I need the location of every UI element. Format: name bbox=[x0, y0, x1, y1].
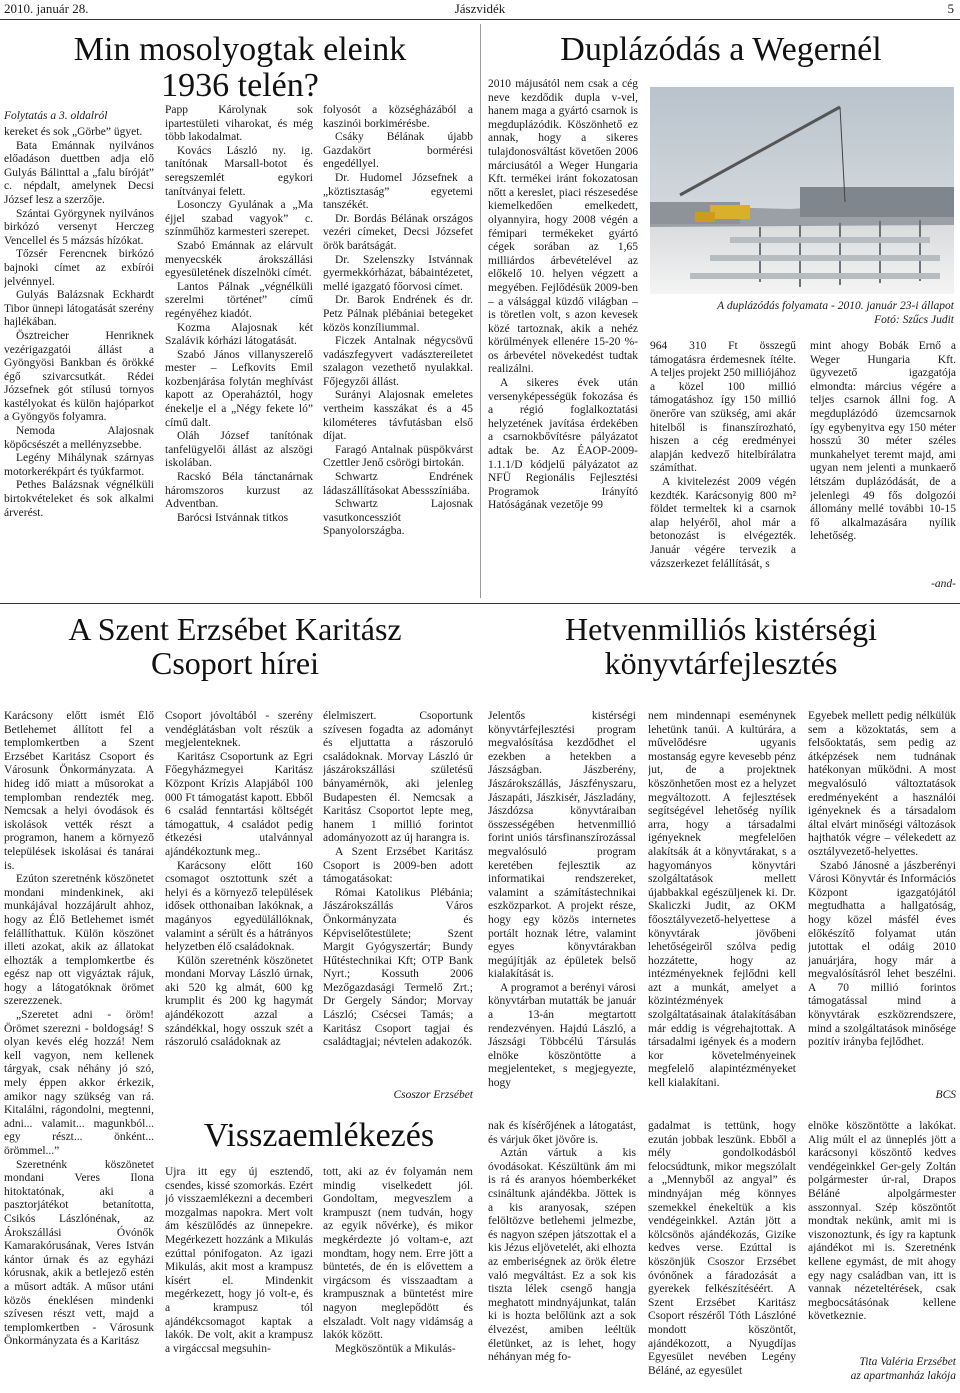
article5-column-3 bbox=[488, 1120, 636, 1388]
paragraph: elnöke köszöntötte a lakókat. Alig múlt el az ünneplés jött a karácsonyi köszöntő kedves vendégeinkkel Ger-gely Zoltán polgármester úr-ral, Drapos Béláné alpolgármester asszonnyal. Szép köszöntőt mondtak nekünk, amit mi is viszonoztunk, és így ra kaptunk ajándékot mi is. Szeretnénk kellene egymást, de mit ahogy egy nagy családban van, itt is vannak nézeteltérések, csak megbocsátásónak kellene következnie. bbox=[808, 1120, 956, 1323]
paragraph: Schwartz Lajosnak vasutkoncessziót Spanyolországba. bbox=[323, 498, 473, 538]
paragraph: 964 310 Ft összegű támogatásra érdemesnek ítélte. A teljes projekt 250 milliójához a közel 100 millió támogatáshoz így 150 millió önerőre van szükség, ami akár hitelből is finanszírozható, hiszen a cég eredményei alapján kedvező hitelbírálatra számíthat. bbox=[650, 340, 796, 475]
article5-column-5 bbox=[808, 1120, 956, 1356]
paragraph: 2010 májusától nem csak a cég neve kezdődik dupla v-vel, hanem maga a gyártó csarnok is megduplázódik. Köszönhető ez annak, hogy a sikeres tulajdonosváltást követően 2006 márciusától a Weger Hungaria Kft. termékei iránt fokozatosan nőtt a kereslet, piaci részesedése kiemelkedően emelkedett, olyannyira, hogy 2008 végén a fémipari termékeket gyártó cégek sorában az 1,65 milliárdos árbevételével az előkelő 10. helyen végzett a megyében. Fejlődésük 2009-ben – a válsággal küzdő világban – is töretlen volt, s azon kevesek közé tartoznak, akik a nehéz körülmények ellenére 15-20 %-os árbevétel növekedést tudtak realizálni. bbox=[488, 78, 638, 376]
article5-column-2 bbox=[323, 1166, 473, 1388]
paragraph: Kovács László ny. ig. tanítónak Marsall-botot és seregszemlét egykori tanítványai felett. bbox=[165, 144, 313, 198]
paragraph: Lantos Pálnak „végnélküli szerelmi történet” című regényéhez kiadót. bbox=[165, 280, 313, 320]
paragraph: Nemoda Alajosnak köpőcsészét a mellényzsebbe. bbox=[4, 425, 154, 451]
article1-column-3 bbox=[323, 104, 473, 598]
paragraph: Szeretnénk köszönetet mondani Veres Ilona hitoktatónak, aki a pasztorjátékot betanította, Csikós Lászlónénak, az Árokszállási Óvónők Kamarakórusának, Veres István kántor úrnak és az egyházi kórusnak, akik a betlejező estén a műsort adták. A műsor utáni közös éneklésen mindenki szívesen részt vett, majd a templomkertben - Városunk Önkormányzata és a Karitász bbox=[4, 1158, 154, 1348]
paragraph: Faragó Antalnak püspökvárst Czettler Jenő csörögi birtokán. bbox=[323, 443, 473, 470]
article4-signature: BCS bbox=[935, 1089, 956, 1101]
paragraph: Szabó Emánnak az elárvult menyecskék árokszállási egyesületének díszelnöki címét. bbox=[165, 239, 313, 280]
paragraph: Külön szeretnénk köszönetet mondani Morvay László úrnak, aki 520 kg almát, 600 kg krumplit és 200 kg hagymát ajándékozott azzal a szándékkal, hogy osszuk szét a rászoruló családoknak az bbox=[165, 954, 313, 1049]
article1-title-line1: Min mosolyogtak eleink bbox=[73, 31, 407, 68]
paragraph: Római Katolikus Plébánia; Jászárokszállás Város Önkormányzata és Képviselőtestülete; Szent Margit Gyógyszertár; Bundy Hűtéstechnikai Kft; OTP Bank Nyrt.; Kossuth 2006 Mezőgazdasági Termelő Zrt.; Dr Gergely Sándor; Morvay László; Csécsei Tamás; a Karitász Csoport tagjai és családtagjai; névtelen adakozók. bbox=[323, 886, 473, 1049]
paragraph: A programot a berényi városi könyvtárban mutatták be január a 13-án megtartott rendezvényen. Hajdú László, a Jászsági Többcélú Társulás elnöke köszöntötte a megjelenteket, s megjegyezte, hogy bbox=[488, 981, 636, 1090]
paragraph: Ficzek Antalnak négycsövű vadászfegyvert vadásztereiletet szalagon vezethető nyulakkal. Főjegyzői állást. bbox=[323, 335, 473, 388]
article3-title-line2: Csoport hírei bbox=[151, 645, 319, 682]
paragraph: Csoport jóvoltából - szerény vendéglátásban volt részük a megjelenteknek. bbox=[165, 710, 313, 750]
photo-credit: Fotó: Szűcs Judit bbox=[874, 314, 954, 326]
article3-title-line1: A Szent Erzsébet Karitász bbox=[68, 611, 402, 647]
article4-column-2 bbox=[648, 710, 796, 1108]
paragraph: Barócsi Istvánnak titkos bbox=[177, 511, 289, 524]
article1-headline bbox=[40, 32, 440, 105]
paragraph: mint ahogy Bobák Ernő a Weger Hungaria Kft. ügyvezető igazgatója elmondta: március végére a teljes csarnok állni fog. A megduplázódó üzemcsarnok így egybenyitva egy 150 méter hosszú 30 méter széles munkahelyet teremt majd, ami ugyan nem jelenti a munkaerő létszám duplázódását, de a jelenlegi 49 fős dolgozói állomány mellé további 10-15 fő alkalmazására nyílik lehetőség. bbox=[810, 340, 956, 543]
paragraph: Bata Emánnak nyilvános előadáson duettben adja elő Gulyás Bálinttal a „falu bíróját” c. népdalt, amelynek Decsi József lesz a szerzője. bbox=[4, 139, 154, 206]
article1-kicker: Folytatás a 3. oldalról bbox=[4, 110, 108, 122]
paragraph: Egyebek mellett pedig nélkülük sem a közoktatás, sem a felsőoktatás, sem pedig az átképzések nem tudnának hatékonyan működni. A most megvalósuló változtatások eredményeként a használói igényeknek és a társadalom által elvárt minőségi változások hajthatók végre – vélekedett az osztályvezető-helyettes. bbox=[808, 710, 956, 858]
paragraph: Aztán vártuk a kis óvodásokat. Készültünk ám mi is rá és aranyos hóemberkéket csináltunk ajándékba. Jöttek is a kis aranyosak, szépen felöltözve betlehemi jelmezbe, és nagyon szépen játszottak el a kis Jézus eljövetelét, aki elhozta az emberiségnek az örök életre való megváltást. Ez a sok kis tiszta lélek csengő hangja meghatott mindnyájunkat, talán ki is hozta belőlünk azt a sok élvezést, amiben leéltük életünket, az is lehet, hogy néhányan még fo- bbox=[488, 1147, 636, 1364]
article3-headline bbox=[20, 612, 450, 680]
article3-column-3 bbox=[323, 710, 473, 1090]
paragraph: „Szeretet adni - öröm! Örömet szerezni - boldogság! S olyan kevés elég hozzá! Nem kell vagyon, nem kellenek tárgyak, csak néhány jó szó, mely éppen akkor érkezik, amikor nagy szükség van rá. Kitalálni, rágondolni, megtenni, adni... valamit... magunkból... egy részt... önként... örömmel...” bbox=[4, 1009, 154, 1157]
paragraph: Karácsony előtt 160 csomagot osztottunk szét a helyi és a környező települések idősek otthonaiban lakóknak, a magányos egyedülállóknak, valamint a sérült és a hátrányos helyzetben élő családoknak. bbox=[165, 859, 313, 954]
paragraph: Szabó János villanyszerelő mester – Lefkovits Emil kozbenjárása folytán meghívást kapott az Operaháztól, hogy énekelje el a „Négy fekete ló” című dalt. bbox=[165, 348, 313, 429]
photo-caption-text: A duplázódás folyamata - 2010. január 23-i állapot bbox=[717, 300, 954, 312]
paragraph: nak és kísérőjének a látogatást, és várjuk őket jövőre is. bbox=[488, 1120, 636, 1146]
article4-column-3 bbox=[808, 710, 956, 1092]
paragraph: Újra itt egy új esztendő, csendes, kissé szomorkás. Ezért jó visszaemlékezni a decemberi mozgalmas napokra. Mert volt ám készülődés az ünnepekre. Megérkezett hozzánk a Mikulás ezúttal pónifogaton. Az igazi Mikulás, akit most a krampusz kísért el. Mindenkit megérkezett, hogy jó volt-e, és a krampusz tól ajándékcsomagot kaptak a lakók. De volt, akit a krampusz a virgáccsal megsuhin- bbox=[165, 1166, 313, 1355]
paragraph: Ösztreicher Henriknek vezérigazgatói állást a Gyöngyösi Bankban és örökké égő szivarcsutkát. Rédei Józsefnek gót stílusú tornyos kastélyokat és külön hajóparkot a Gyöngyös folyamra. bbox=[4, 329, 154, 424]
paragraph: Schwartz Endrének ládaszállításokat Abessszíniába. bbox=[323, 471, 473, 497]
article2-signature: -and- bbox=[931, 578, 956, 590]
article1-column-1 bbox=[4, 126, 154, 598]
paragraph: élelmiszert. Csoportunk szívesen fogadta az adományt és eljuttatta a rászoruló családoknak. Morvay László úr jászárokszállási születésű bányamérnök, aki jelenleg Budapesten él. Nemcsak a Karitász Csoportot lepte meg, hanem 1 millió forintot adományozott az új harangra is. bbox=[323, 710, 473, 845]
paragraph: folyosót a községházából a kaszinói borkimérésbe. bbox=[323, 104, 473, 130]
paragraph: Surányi Alajosnak emeletes vertheim kasszákat és a 45 kilométeres távfutásban első díjat. bbox=[323, 389, 473, 443]
paragraph: Oláh József tanítónak tanfelügyelői állást az alszögi iskolában. bbox=[165, 430, 313, 470]
construction-photo-image bbox=[650, 87, 954, 294]
article1-column-2 bbox=[165, 104, 313, 598]
paragraph: Ezúton szeretnénk köszönetet mondani mindenkinek, aki munkájával hozzájárult ahhoz, hogy az Élő Betlehemet ismét felállíthattuk. Külön köszönet illeti azokat, akik az állatokat elhozták a templomkertbe és egész nap ott vigyáztak rájuk, hogy a látogatóknak örömet szerezzenek. bbox=[4, 873, 154, 1008]
article3-column-1 bbox=[4, 710, 154, 1390]
article5-signature: Tita Valéria Erzsébet az apartmanház lakója bbox=[850, 1356, 956, 1382]
paragraph: Papp Károlynak sok ipartestületi viharokat, és még több lakodalmat. bbox=[165, 104, 313, 144]
article2-column-3 bbox=[810, 340, 956, 580]
paragraph: Tőzsér Ferencnek birkózó bajnoki címet az exbírói jelvénnyel. bbox=[4, 248, 154, 288]
paragraph: Gulyás Balázsnak Eckhardt Tibor ünnepi látogatását szerény hajlékában. bbox=[4, 289, 154, 329]
paragraph: Dr. Hudomel Józsefnek a „köztisztaság” egyetemi tanszékét. bbox=[323, 171, 473, 212]
paper-name: Jászvidék bbox=[454, 1, 506, 16]
paragraph: Megköszöntük a Mikulás- bbox=[335, 1342, 456, 1355]
paragraph: Szabó Jánosné a jászberényi Városi Könyvtár és Információs Központ igazgatójától megtudhatta a hallgatóság, hogy közel másfél éves előkészítő folyamat után jutottak el odáig 2010 januárjára, hogy már a megvalósításról lehet beszélni. A 70 millió forintos támogatással mind a könyvtárak eszközrendszere, mind a szolgáltatások minősége pozitív irányba fejlődhet. bbox=[808, 859, 956, 1049]
header-rule bbox=[0, 19, 960, 20]
paragraph: Karitász Csoportunk az Egri Főegyházmegyei Karitász Központ Krízis Alapjából 100 000 Ft támogatást kapott. Ebből 6 család fenntartási költségét támogattuk, 4 családot pedig étkezési utalvánnyal ajándékoztunk meg.. bbox=[165, 750, 313, 858]
article5-headline: Visszaemlékezés bbox=[203, 1117, 435, 1154]
paragraph: Legény Mihálynak szárnyas motorkerékpárt és tyúkfarmot. bbox=[4, 452, 154, 478]
article2-headline: Duplázódás a Wegernél bbox=[560, 31, 882, 68]
paragraph: A kivitelezést 2009 végén kezdték. Karácsonyig 800 m² földet termeltek ki a csarnok alap helyéről, ahol már a betonozást is elvégezték. Január végére tervezik a vázszerkezet felállítását, s bbox=[650, 475, 796, 570]
article3-column-2 bbox=[165, 710, 313, 1106]
paragraph: A sikeres évek után versenyképességük fokozása és a régió foglalkoztatási helyzetének javítása érdekében a csarnokbővítésre pályázatot adtak be. Az ÉAOP-2009-1.1.1/D kódjelű pályázatot az NFÜ Regionális Fejlesztési Programok Irányító Hatóságának vezetője 99 bbox=[488, 377, 638, 512]
paragraph: Pethes Balázsnak végnélküli birtokvételeket és sok alkalmi árverést. bbox=[4, 479, 154, 519]
paragraph: Dr. Szelenszky Istvánnak gyermekkórházat, bábaintézetet, mellé igazgató főorvosi címet. bbox=[323, 253, 473, 293]
column-divider-top bbox=[480, 24, 481, 598]
paragraph: A Szent Erzsébet Karitász Csoport is 2009-ben adott támogatásokat: bbox=[323, 845, 473, 886]
paragraph: kereket és sok „Görbe” ügyet. bbox=[4, 126, 143, 138]
page-number: 5 bbox=[947, 1, 954, 16]
construction-photo bbox=[650, 87, 954, 294]
issue-date: 2010. január 28. bbox=[4, 1, 89, 16]
paragraph: Szántai Györgynek nyilvános birkózó versenyt Herczeg Vencellel és 5 mázsás hízókat. bbox=[4, 207, 154, 247]
article3-signature: Csoszor Erzsébet bbox=[393, 1089, 473, 1101]
article5-column-4 bbox=[648, 1120, 796, 1388]
article2-column-2 bbox=[650, 340, 796, 590]
paragraph: Dr. Bordás Bélának országos vezéri címeket, Decsi Józsefet örök barátságát. bbox=[323, 212, 473, 252]
paragraph: Jelentős kistérségi könyvtárfejlesztési program megvalósítása kezdődhet el ezekben a hetekben a Jászságban. Jászberény, Jászárokszállás, Jászfényszaru, Jászapáti, Jászkisér, Jászladány, Jászdózsa könyvtáraiban összességében hetvenmillió forint uniós társfinanszírozással megvalósuló program keretében fejlesztik az informatikai rendszereket, valamint a számítástechnikai eszközparkot. A projekt része, hogy egy közös internetes portált hoznak létre, valamint egyes könyvtárakban megújítják az épületek belső kialakítását is. bbox=[488, 710, 636, 981]
article2-column-1 bbox=[488, 78, 638, 598]
paragraph: nem mindennapi eseménynek lehetünk tanúi. A kultúrára, a művelődésre ugyanis mostanság egyre kevesebb pénz jut, de a projektnek köszönhetően most ez a helyzet megváltozott. A fejlesztések segítségével lehetőség nyílik arra, hogy a társadalmi igényeknek megfelelően alakítsák át a könyvtárakat, s a hagyományos könyvtári szolgáltatások mellett újabbakkal egészüljenek ki. Dr. Skaliczki Judit, az OKM főosztályvezető-helyettese a könyvtárak jövőbeni lehetőségeiről szólva pedig hozzátette, hogy az intézményeknek fejlődni kell azt a munkát, amelyet a közintézmények szolgáltatásainak átalakításában már eddig is végrehajtottak. A társadalmi igények és a modern kor követelményeinek megfelelő alapintézményeket kell kialakítani. bbox=[648, 710, 796, 1090]
article4-title-line2: könyvtárfejlesztés bbox=[604, 645, 838, 682]
article4-column-1 bbox=[488, 710, 636, 1108]
article4-title-line1: Hetvenmilliós kistérségi bbox=[565, 611, 877, 647]
section-rule bbox=[0, 603, 960, 604]
article5-column-1 bbox=[165, 1166, 313, 1388]
paragraph: tott, aki az év folyamán nem mindig viselkedett jól. Gondoltam, megveszlem a krampuszt (nem tudván, hogy az egyik nővérke), és mikor megkérdezte jó voltam-e, azt mondtam, hogy nem. Erre jött a büntetés, de én is elővettem a virgácsom és visszaadtam a krampusznak a büntetést mire nagyon meglepődött és elszaladt. Volt nagy vidámság a lakók között. bbox=[323, 1166, 473, 1342]
paragraph: Racskó Béla tánctanárnak háromszoros kurzust az Adventban. bbox=[165, 471, 313, 511]
paragraph: Losonczy Gyulának a „Ma éjjel szabad vagyok” c. színműhöz karmesteri szerepet. bbox=[165, 199, 313, 239]
paragraph: Dr. Barok Endrének és dr. Petz Pálnak plébániai betegeket közös konzíliummal. bbox=[323, 294, 473, 334]
paragraph: gadalmat is tettünk, hogy ezután jobbak leszünk. Ebből a mély gondolkodásból felocsúdtunk, mikor megszólalt a „Mennyből az angyal” és mindnyájan még könnyes szemekkel énekeltük a kis vendégeinkkel. Aztán jött a kölcsönös ajándékozás, Gizike kedves verse. Ezúttal is köszönjük Csoszor Erzsébet óvónőnek a fáradozását a gyerekek felkészítéséért. A Szent Erzsébet Karitász Csoport részéről Tóth Lászlóné mondott köszöntőt, ajándékozott, a Nyugdíjas Egyesület nevében Legény Béláné, az egyesület bbox=[648, 1120, 796, 1377]
paragraph: Csáky Bélának újabb Gazdakört bormérési engedéllyel. bbox=[323, 131, 473, 171]
photo-caption bbox=[650, 299, 954, 327]
page-header bbox=[0, 0, 960, 18]
article1-title-line2: 1936 telén? bbox=[161, 67, 319, 105]
article4-headline bbox=[488, 612, 954, 680]
paragraph: Karácsony előtt ismét Élő Betlehemet állított fel a templomkertben a Szent Erzsébet Karitász Csoport és Városunk Önkormányzata. A hideg idő miatt a műsorokat a templomban rendezték meg. Nemcsak a helyi óvodások és iskolások vették részt a programon, hanem a környező települések iskolásai és tanárai is. bbox=[4, 710, 154, 872]
paragraph: Kozma Alajosnak két Szalávik kórházi látogatását. bbox=[165, 321, 313, 348]
